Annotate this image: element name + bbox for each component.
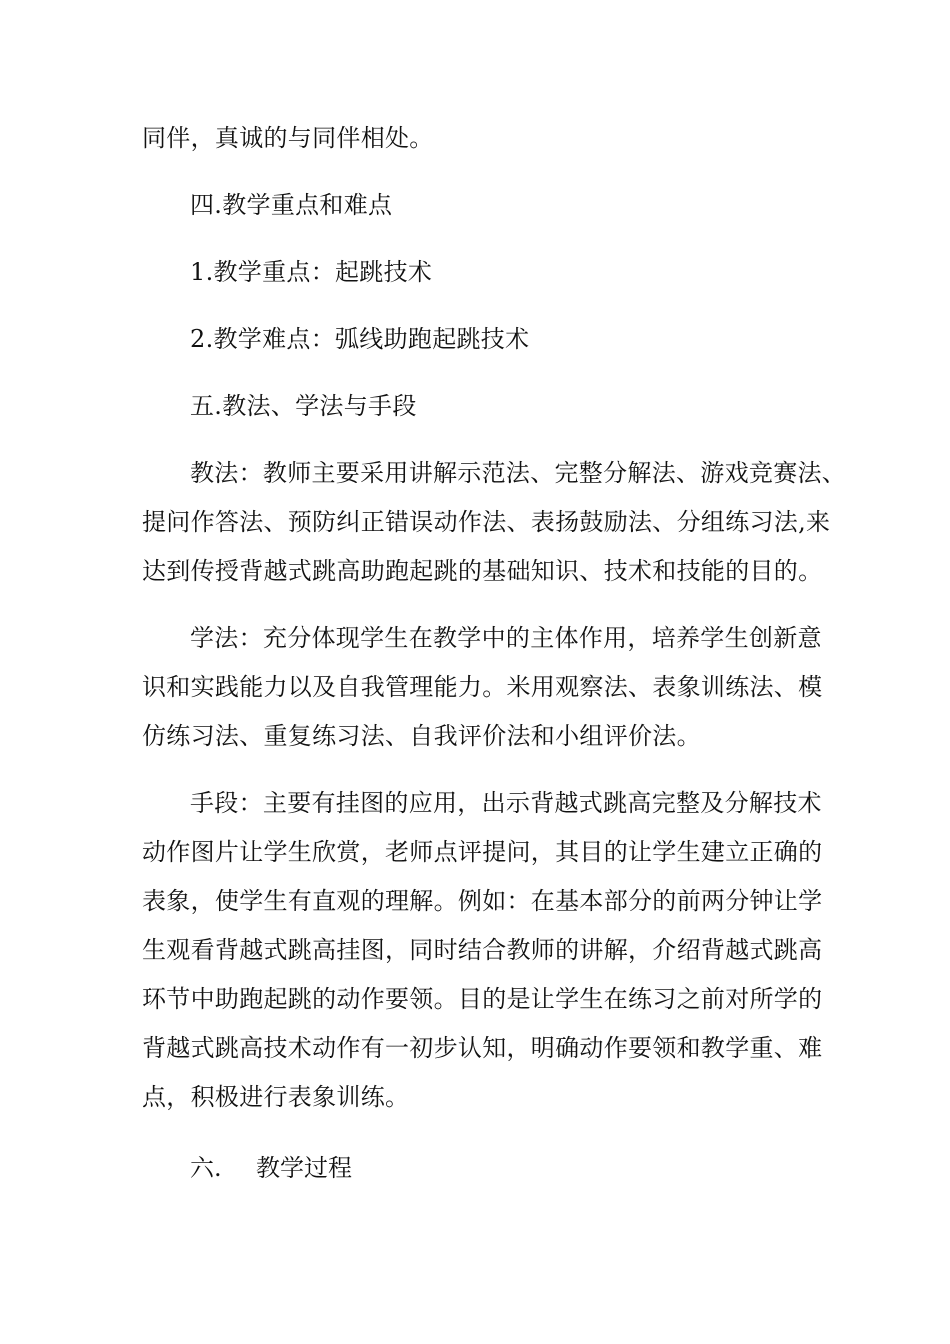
means-line-2: 动作图片让学生欣赏，老师点评提问，其目的让学生建立正确的 (142, 838, 823, 866)
means-line-1: 手段：主要有挂图的应用，出示背越式跳高完整及分解技术 (190, 789, 822, 817)
learning-method-line-2: 识和实践能力以及自我管理能力。米用观察法、表象训练法、模 (142, 673, 823, 701)
means-line-4: 生观看背越式跳高挂图，同时结合教师的讲解，介绍背越式跳高 (142, 936, 823, 964)
means-line-5: 环节中助跑起跳的动作要领。目的是让学生在练习之前对所学的 (142, 985, 823, 1013)
teaching-method-line-3: 达到传授背越式跳高助跑起跳的基础知识、技术和技能的目的。 (142, 557, 823, 585)
paragraph-continuation: 同伴，真诚的与同伴相处。 (142, 124, 434, 152)
section-heading-6-number: 六. (190, 1154, 222, 1182)
means-line-7: 点，积极进行表象训练。 (142, 1083, 410, 1111)
section-heading-4: 四.教学重点和难点 (190, 191, 393, 219)
means-line-6: 背越式跳高技术动作有一初步认知，明确动作要领和教学重、难 (142, 1034, 823, 1062)
learning-method-line-1: 学法：充分体现学生在教学中的主体作用，培养学生创新意 (190, 624, 822, 652)
section-heading-6-title: 教学过程 (256, 1154, 352, 1182)
key-point-line: 1.教学重点：起跳技术 (190, 258, 433, 286)
section-heading-6 (190, 1153, 352, 1183)
difficult-point-line: 2.教学难点：弧线助跑起跳技术 (190, 325, 530, 353)
teaching-method-line-1: 教法：教师主要采用讲解示范法、完整分解法、游戏竞赛法、 (190, 459, 847, 487)
learning-method-line-3: 仿练习法、重复练习法、自我评价法和小组评价法。 (142, 722, 701, 750)
teaching-method-line-2: 提问作答法、预防纠正错误动作法、表扬鼓励法、分组练习法,来 (142, 508, 831, 536)
section-heading-5: 五.教法、学法与手段 (190, 392, 417, 420)
means-line-3: 表象，使学生有直观的理解。例如：在基本部分的前两分钟让学 (142, 887, 823, 915)
